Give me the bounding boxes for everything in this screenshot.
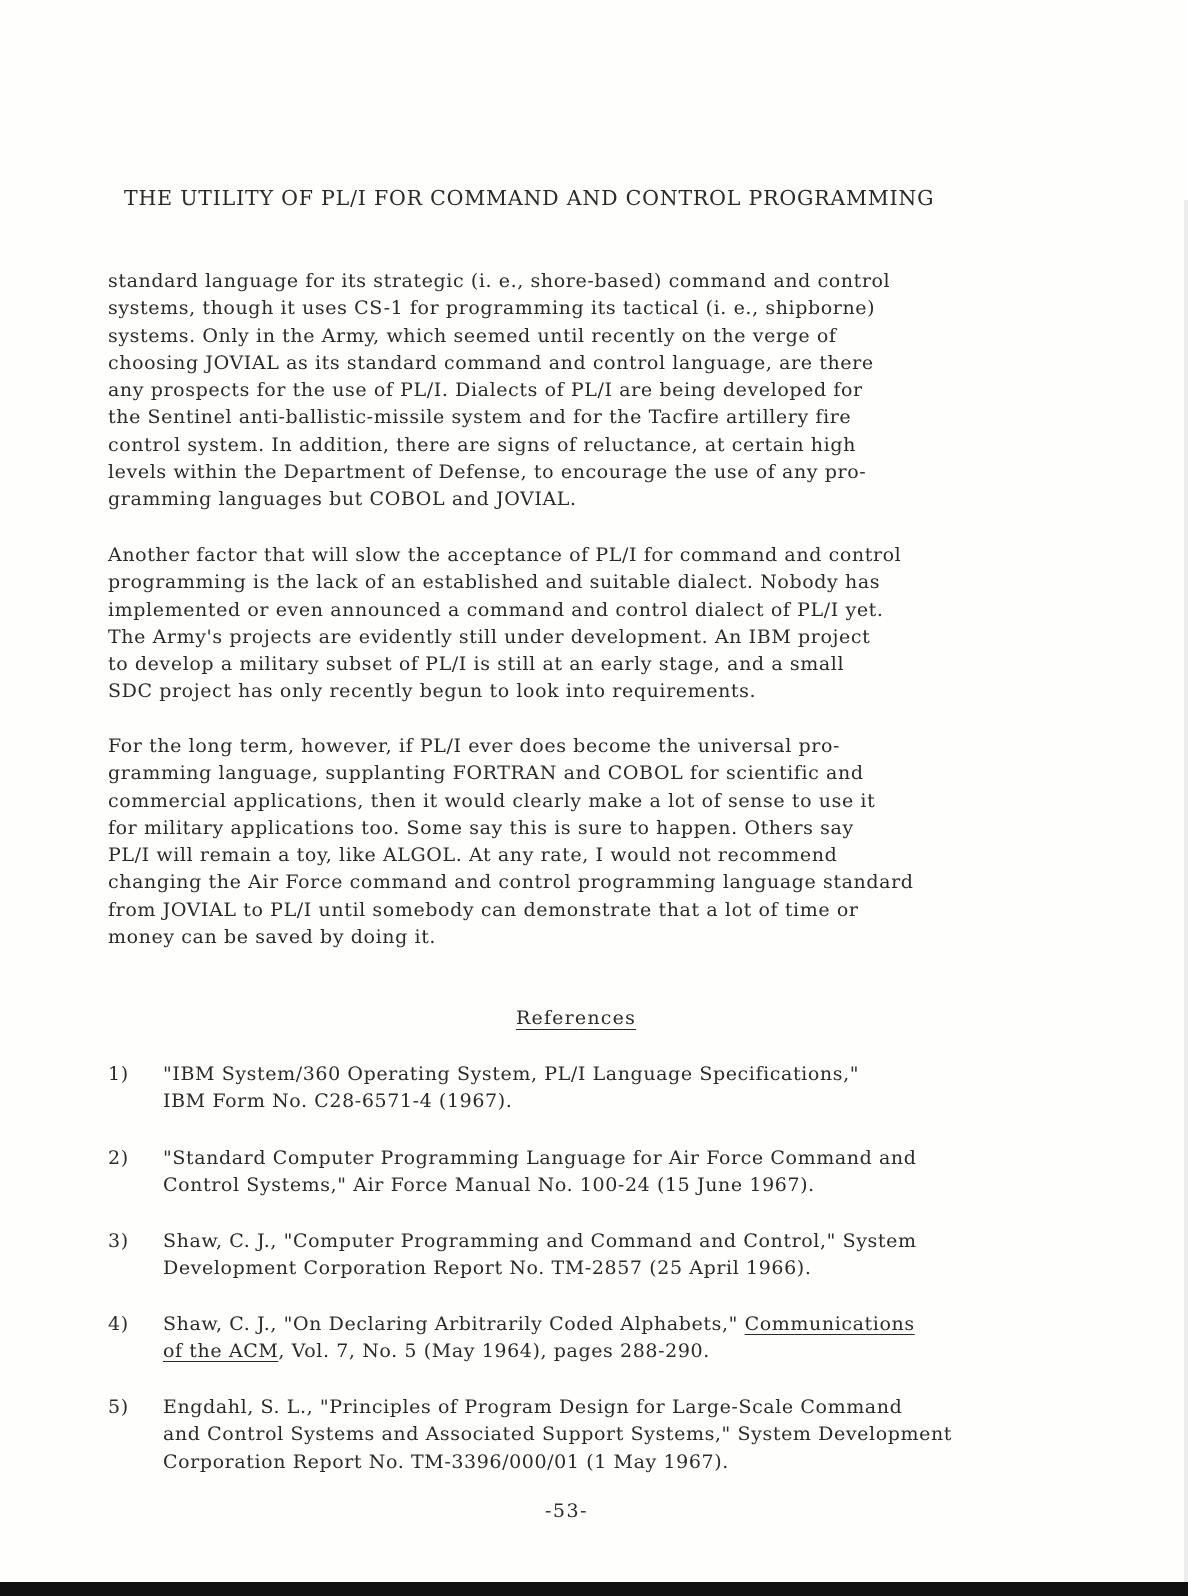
paragraph-line: gramming language, supplanting FORTRAN and COBOL for scientific and [108,762,864,785]
paragraph-line: programming is the lack of an established and suitable dialect. Nobody has [108,571,881,594]
reference-line: "IBM System/360 Operating System, PL/I Language Specifications," [163,1063,860,1085]
journal-title-underlined: of the ACM [163,1340,279,1363]
paragraph-line: systems. Only in the Army, which seemed until recently on the verge of [108,324,837,347]
paragraph-line: the Sentinel anti-ballistic-missile system and for the Tacfire artillery fire [108,406,852,429]
reference-line: and Control Systems and Associated Support Systems," System Development [163,1423,953,1446]
paragraph-line: from JOVIAL to PL/I until somebody can demonstrate that a lot of time or [108,898,859,921]
paragraph-line: standard language for its strategic (i. e., shore-based) command and control [108,270,891,292]
journal-title-underlined: Communications [744,1313,915,1335]
paragraph-line: The Army's projects are evidently still under development. An IBM project [108,625,871,648]
reference-text-plain: , Vol. 7, No. 5 (May 1964), pages 288-290. [278,1340,710,1363]
paragraph-line: For the long term, however, if PL/I ever does become the universal pro- [108,735,841,757]
paragraph-line: control system. In addition, there are signs of reluctance, at certain high [108,433,856,456]
reference-line: Corporation Report No. TM-3396/000/01 (1 May 1967). [163,1450,729,1473]
paragraph-line: to develop a military subset of PL/I is still at an early stage, and a small [108,653,845,676]
reference-line: Engdahl, S. L., "Principles of Program Design for Large-Scale Command [163,1396,903,1418]
reference-text [163,1228,1163,1283]
body-paragraph-2 [108,542,1118,706]
reference-number: 2) [108,1147,129,1169]
reference-number: 4) [108,1313,129,1335]
running-title: THE UTILITY OF PL/I FOR COMMAND AND CONTROL PROGRAMMING [124,186,935,210]
paragraph-line: gramming languages but COBOL and JOVIAL. [108,488,577,511]
reference-number: 5) [108,1396,129,1418]
reference-text [163,1311,1163,1366]
reference-number: 3) [108,1230,129,1252]
reference-number: 1) [108,1063,129,1085]
paragraph-line: SDC project has only recently begun to look into requirements. [108,680,757,703]
body-paragraph-3 [108,733,1118,951]
reference-text-plain: Shaw, C. J., "On Declaring Arbitrarily Coded Alphabets," [163,1313,745,1335]
paragraph-line: implemented or even announced a command and control dialect of PL/I yet. [108,598,884,621]
reference-text [163,1145,1163,1200]
paragraph-line: systems, though it uses CS-1 for programming its tactical (i. e., shipborne) [108,297,876,320]
scan-bottom-edge [0,1582,1188,1596]
reference-line: Control Systems," Air Force Manual No. 100-24 (15 June 1967). [163,1174,815,1197]
paragraph-line: any prospects for the use of PL/I. Dialects of PL/I are being developed for [108,379,863,402]
reference-line: Shaw, C. J., "Computer Programming and Command and Control," System [163,1230,917,1252]
paragraph-line: PL/I will remain a toy, like ALGOL. At any rate, I would not recommend [108,844,838,867]
paragraph-line: for military applications too. Some say this is sure to happen. Others say [108,816,854,839]
reference-line: Development Corporation Report No. TM-2857 (25 April 1966). [163,1257,812,1280]
body-paragraph-1 [108,268,1118,514]
reference-text [163,1061,1163,1116]
reference-text [163,1394,1163,1476]
reference-line: IBM Form No. C28-6571-4 (1967). [163,1090,513,1113]
page-number: -53- [545,1500,589,1522]
reference-line [163,1338,1163,1365]
paragraph-line: money can be saved by doing it. [108,926,437,949]
paragraph-line: levels within the Department of Defense, to encourage the use of any pro- [108,461,867,484]
paragraph-line: choosing JOVIAL as its standard command and control language, are there [108,351,874,374]
reference-line: "Standard Computer Programming Language for Air Force Command and [163,1147,917,1169]
references-heading: References [516,1007,637,1029]
reference-line [163,1311,1163,1338]
paragraph-line: Another factor that will slow the acceptance of PL/I for command and control [108,544,902,566]
scan-right-edge [1184,200,1188,1582]
paragraph-line: changing the Air Force command and control programming language standard [108,871,914,894]
paragraph-line: commercial applications, then it would clearly make a lot of sense to use it [108,789,876,812]
